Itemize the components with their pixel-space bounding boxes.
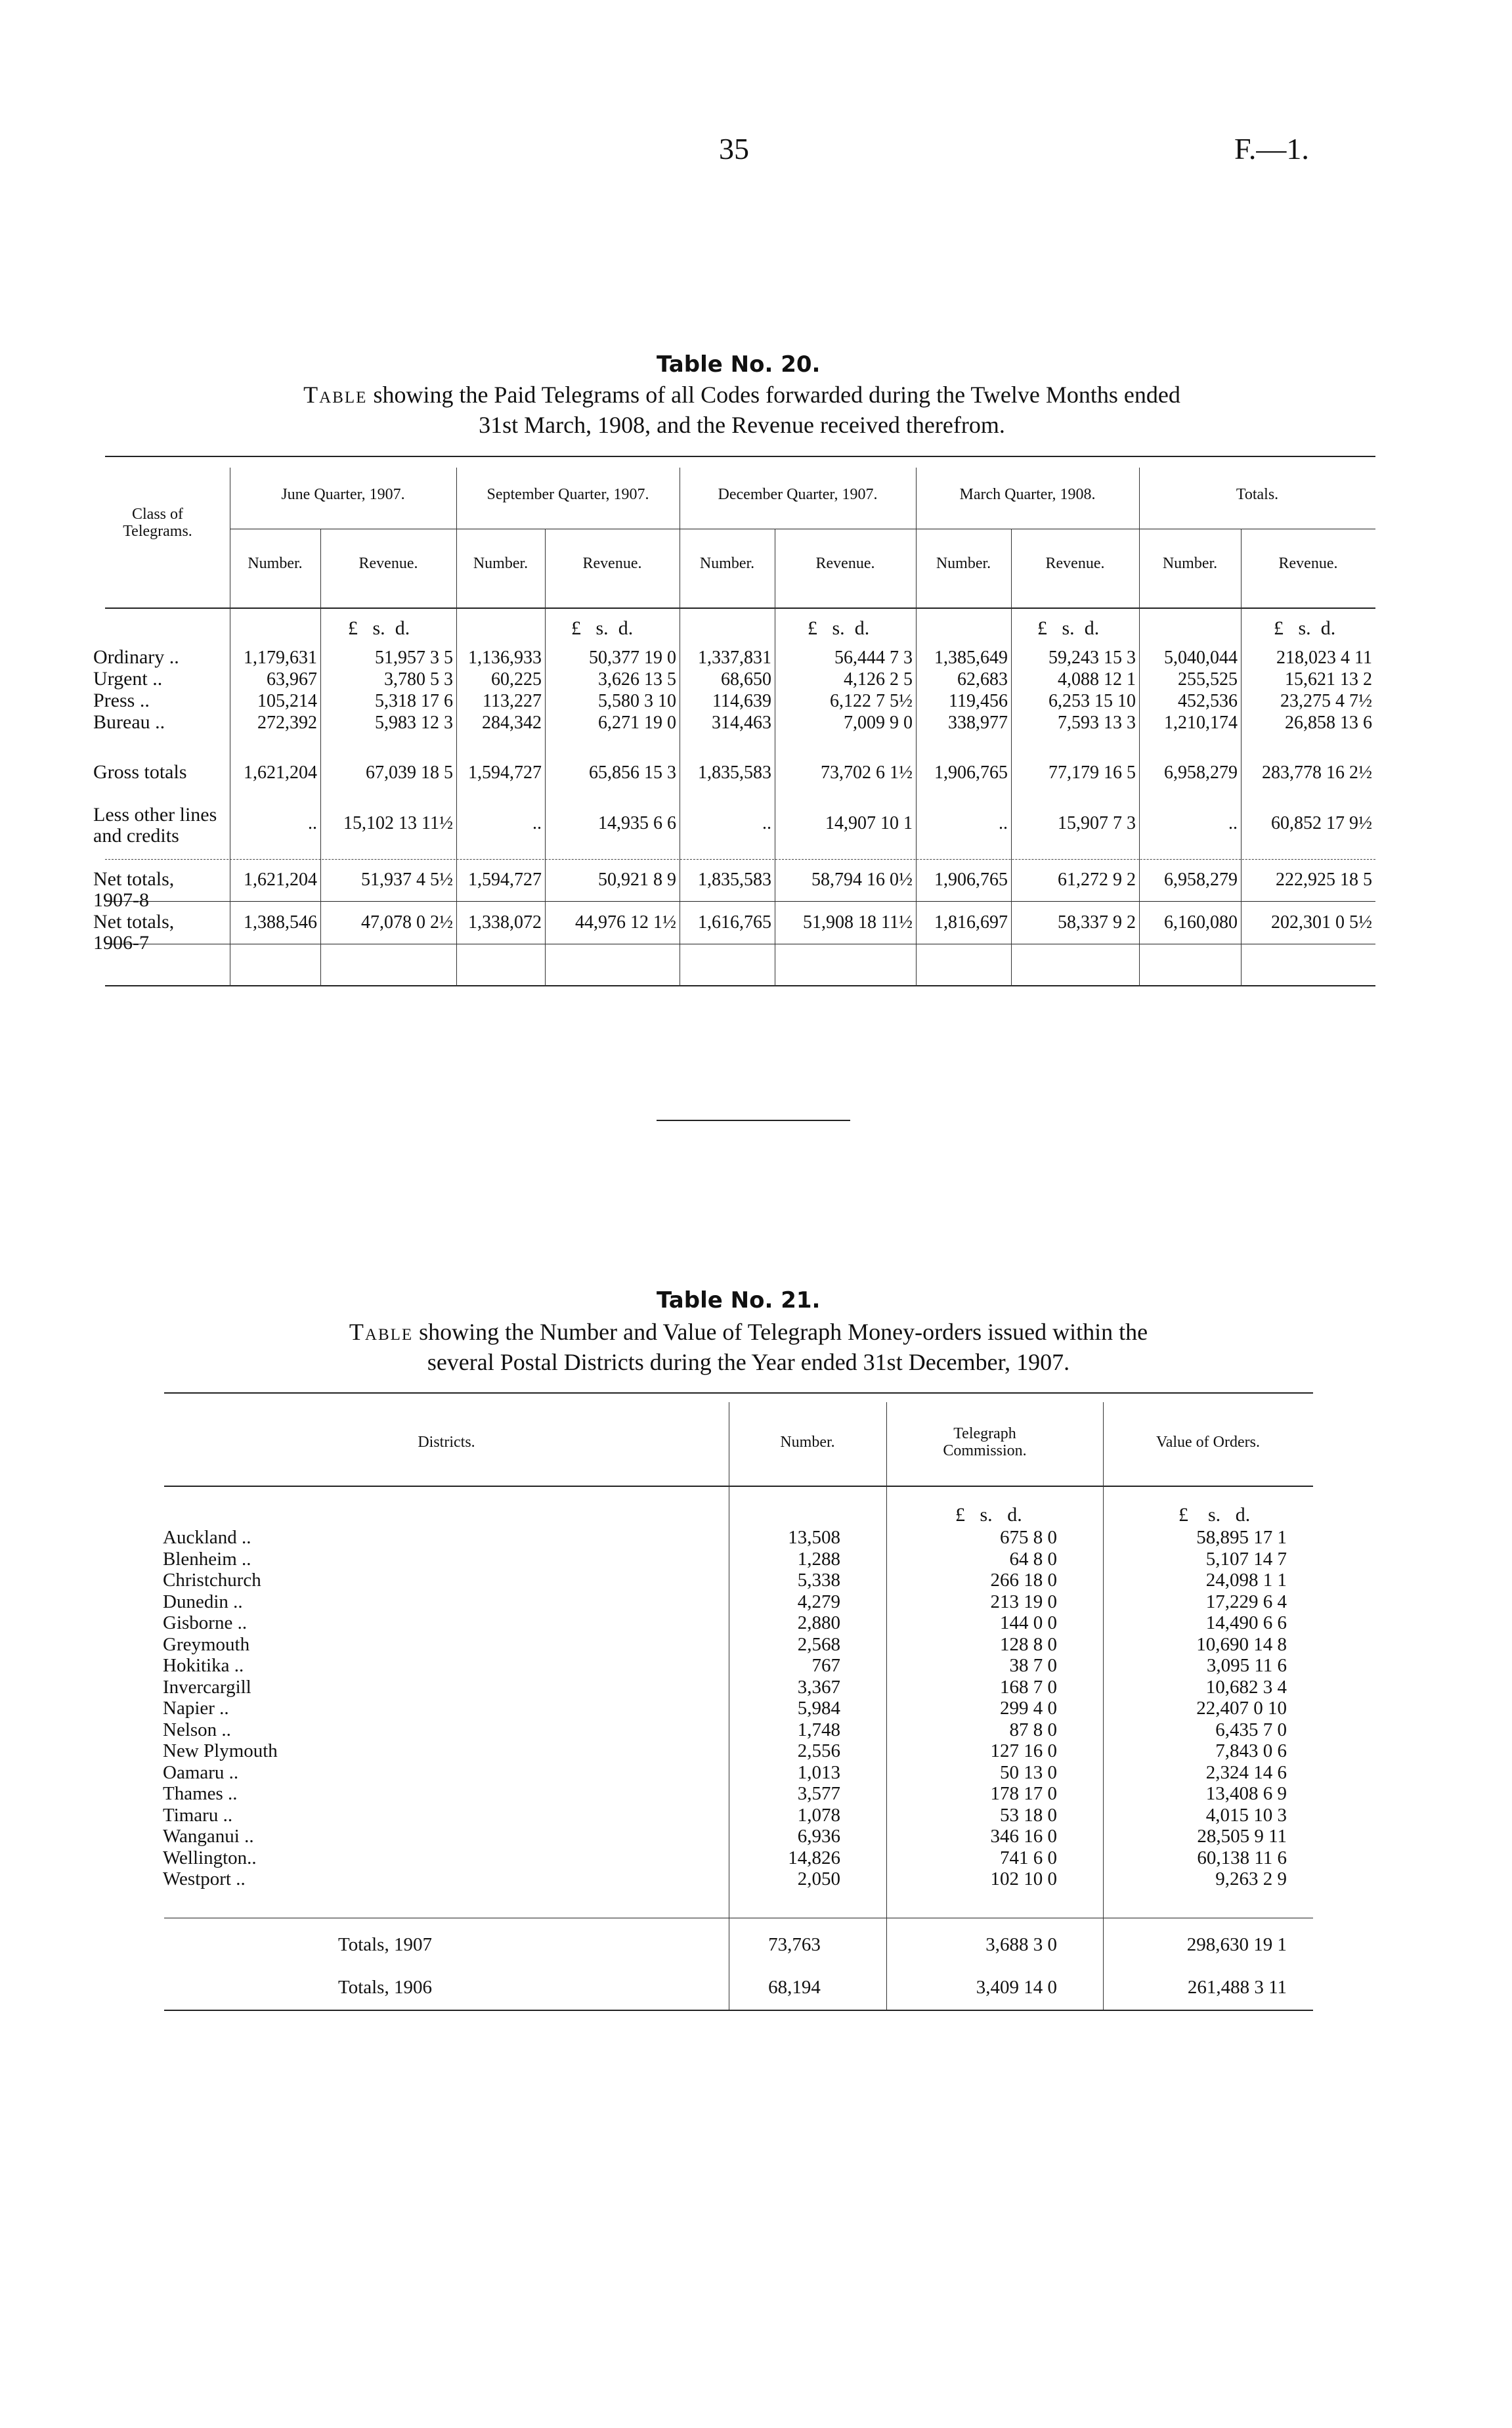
- value-cell: 298,630 19 1: [1186, 1934, 1287, 1955]
- table-cell: 272,392: [257, 713, 317, 733]
- table-cell: 51,957 3 5: [375, 648, 453, 668]
- table-cell: 105,214: [257, 691, 317, 711]
- column-header-number: Number.: [936, 555, 991, 572]
- table-cell: 1,621,204: [244, 870, 317, 890]
- lsd-marker: £ s. d.: [1178, 1504, 1251, 1526]
- table-cell: 15,621 13 2: [1285, 669, 1372, 690]
- table-cell: 3,626 13 5: [598, 669, 676, 690]
- number-cell: 73,763: [768, 1934, 821, 1955]
- table-cell: 1,906,765: [934, 762, 1008, 783]
- row-label: Ordinary ..: [93, 646, 179, 668]
- number-cell: 1,288: [797, 1549, 840, 1570]
- number-cell: 68,194: [768, 1977, 821, 1998]
- table-cell: 44,976 12 1½: [575, 912, 676, 933]
- table-cell: 255,525: [1178, 669, 1238, 690]
- lsd-marker: £ s. d.: [571, 617, 634, 639]
- caption-text-line2: 31st March, 1908, and the Revenue received therefrom.: [479, 412, 1005, 438]
- table-cell: 3,780 5 3: [384, 669, 453, 690]
- table-cell: 222,925 18 5: [1276, 870, 1372, 890]
- column-header-revenue: Revenue.: [582, 555, 642, 572]
- commission-cell: 675 8 0: [1000, 1527, 1057, 1548]
- group-header-march: March Quarter, 1908.: [959, 486, 1096, 503]
- table-cell: 1,385,649: [934, 648, 1008, 668]
- table-cell: 59,243 15 3: [1048, 648, 1136, 668]
- commission-cell: 127 16 0: [990, 1740, 1057, 1761]
- class-of-telegrams-header: Class of Telegrams.: [123, 506, 192, 540]
- table-cell: 338,977: [948, 713, 1008, 733]
- commission-cell: 299 4 0: [1000, 1698, 1057, 1719]
- table-cell: ..: [308, 813, 317, 833]
- number-cell: 5,338: [797, 1570, 840, 1591]
- table-cell: 67,039 18 5: [366, 762, 453, 783]
- district-name: Hokitika ..: [163, 1655, 244, 1676]
- table-cell: 77,179 16 5: [1048, 762, 1136, 783]
- number-cell: 4,279: [797, 1591, 840, 1612]
- value-cell: 5,107 14 7: [1205, 1549, 1287, 1570]
- table-cell: 1,388,546: [244, 912, 317, 933]
- table-cell: 1,210,174: [1164, 713, 1238, 733]
- table-cell: 218,023 4 11: [1276, 648, 1372, 668]
- lsd-marker: £ s. d.: [808, 617, 870, 639]
- row-label: Gross totals: [93, 761, 187, 783]
- table-cell: 14,907 10 1: [825, 813, 913, 833]
- lsd-marker: £ s. d.: [1037, 617, 1100, 639]
- table-cell: 1,616,765: [698, 912, 771, 933]
- value-cell: 9,263 2 9: [1215, 1868, 1287, 1889]
- table-cell: 51,908 18 11½: [803, 912, 913, 933]
- table-cell: 1,338,072: [468, 912, 542, 933]
- value-cell: 13,408 6 9: [1205, 1783, 1287, 1804]
- value-cell: 24,098 1 1: [1205, 1570, 1287, 1591]
- table-cell: 284,342: [482, 713, 542, 733]
- commission-cell: 346 16 0: [990, 1826, 1057, 1847]
- table-cell: 1,594,727: [468, 870, 542, 890]
- number-cell: 2,568: [797, 1634, 840, 1655]
- table-cell: 68,650: [721, 669, 771, 690]
- value-cell: 2,324 14 6: [1205, 1762, 1287, 1783]
- district-name: Blenheim ..: [163, 1549, 251, 1570]
- lsd-marker: £ s. d.: [348, 617, 410, 639]
- table-cell: 5,580 3 10: [598, 691, 676, 711]
- value-cell: 10,682 3 4: [1205, 1677, 1287, 1698]
- value-cell: 22,407 0 10: [1196, 1698, 1287, 1719]
- value-cell: 10,690 14 8: [1196, 1634, 1287, 1655]
- table-cell: 1,179,631: [244, 648, 317, 668]
- number-cell: 3,577: [797, 1783, 840, 1804]
- table-20-title: Table No. 20.: [657, 351, 821, 378]
- table-cell: 47,078 0 2½: [361, 912, 453, 933]
- row-label: Net totals, 1907-8: [93, 868, 175, 911]
- row-label: Less other lines and credits: [93, 804, 217, 847]
- page-reference: F.—1.: [1234, 132, 1309, 166]
- commission-cell: 741 6 0: [1000, 1847, 1057, 1868]
- table-cell: ..: [999, 813, 1008, 833]
- table-cell: 73,702 6 1½: [821, 762, 913, 783]
- district-name: Oamaru ..: [163, 1762, 239, 1783]
- table-cell: 6,160,080: [1164, 912, 1238, 933]
- column-header-revenue: Revenue.: [815, 555, 875, 572]
- value-cell: 261,488 3 11: [1187, 1977, 1287, 1998]
- table-cell: 1,621,204: [244, 762, 317, 783]
- table-cell: 1,835,583: [698, 870, 771, 890]
- district-name: Auckland ..: [163, 1527, 251, 1548]
- district-name: Invercargill: [163, 1677, 251, 1698]
- table-cell: 14,935 6 6: [598, 813, 676, 833]
- number-cell: 1,013: [797, 1762, 840, 1783]
- table-cell: 5,040,044: [1164, 648, 1238, 668]
- value-cell: 3,095 11 6: [1206, 1655, 1287, 1676]
- commission-cell: 128 8 0: [1000, 1634, 1057, 1655]
- group-header-december: December Quarter, 1907.: [718, 486, 878, 503]
- commission-cell: 64 8 0: [1009, 1549, 1057, 1570]
- table-cell: 6,958,279: [1164, 762, 1238, 783]
- table-cell: 4,126 2 5: [844, 669, 913, 690]
- district-name: New Plymouth: [163, 1740, 278, 1761]
- table-cell: 114,639: [712, 691, 771, 711]
- table-cell: 119,456: [949, 691, 1008, 711]
- table-cell: 61,272 9 2: [1058, 870, 1136, 890]
- row-label: Urgent ..: [93, 668, 163, 690]
- number-cell: 5,984: [797, 1698, 840, 1719]
- commission-cell: 144 0 0: [1000, 1612, 1057, 1633]
- table-cell: 5,318 17 6: [375, 691, 453, 711]
- commission-cell: 102 10 0: [990, 1868, 1057, 1889]
- table-21-title: Table No. 21.: [657, 1287, 821, 1313]
- column-header-number: Number.: [473, 555, 529, 572]
- commission-cell: 87 8 0: [1009, 1719, 1057, 1740]
- number-cell: 14,826: [788, 1847, 840, 1868]
- value-cell: 17,229 6 4: [1205, 1591, 1287, 1612]
- district-name: Westport ..: [163, 1868, 246, 1889]
- caption-text-line2: several Postal Districts during the Year ended 31st December, 1907.: [427, 1349, 1070, 1375]
- value-cell: 60,138 11 6: [1197, 1847, 1287, 1868]
- table-cell: 6,958,279: [1164, 870, 1238, 890]
- table-cell: 6,271 19 0: [598, 713, 676, 733]
- table-cell: 15,907 7 3: [1058, 813, 1136, 833]
- district-name: Thames ..: [163, 1783, 238, 1804]
- lsd-marker: £ s. d.: [1274, 617, 1336, 639]
- table-cell: 50,921 8 9: [598, 870, 676, 890]
- table-cell: 51,937 4 5½: [361, 870, 453, 890]
- table-cell: 58,794 16 0½: [811, 870, 913, 890]
- number-cell: 767: [811, 1655, 840, 1676]
- row-label: Bureau ..: [93, 711, 165, 733]
- table-cell: 56,444 7 3: [834, 648, 913, 668]
- column-header-number: Number.: [1162, 555, 1218, 572]
- commission-cell: 213 19 0: [990, 1591, 1057, 1612]
- table-cell: 23,275 4 7½: [1280, 691, 1372, 711]
- table-cell: 50,377 19 0: [589, 648, 676, 668]
- table-cell: 452,536: [1178, 691, 1238, 711]
- table-cell: 6,122 7 5½: [830, 691, 913, 711]
- row-label: Press ..: [93, 690, 150, 711]
- table-cell: ..: [1228, 813, 1238, 833]
- district-name: Greymouth: [163, 1634, 250, 1655]
- column-header-value: Value of Orders.: [1156, 1434, 1260, 1451]
- table-cell: 5,983 12 3: [375, 713, 453, 733]
- district-name: Christchurch: [163, 1570, 261, 1591]
- table-cell: 6,253 15 10: [1048, 691, 1136, 711]
- table-cell: 4,088 12 1: [1058, 669, 1136, 690]
- table-cell: 63,967: [267, 669, 317, 690]
- commission-cell: 38 7 0: [1009, 1655, 1057, 1676]
- totals-label: Totals, 1907: [338, 1934, 432, 1955]
- value-cell: 7,843 0 6: [1215, 1740, 1287, 1761]
- row-label: Net totals, 1906-7: [93, 911, 175, 954]
- table-cell: 7,593 13 3: [1058, 713, 1136, 733]
- caption-lead: Table: [303, 382, 368, 408]
- column-header-revenue: Revenue.: [1045, 555, 1105, 572]
- table-cell: 314,463: [712, 713, 771, 733]
- number-cell: 2,050: [797, 1868, 840, 1889]
- number-cell: 1,078: [797, 1805, 840, 1826]
- district-name: Dunedin ..: [163, 1591, 243, 1612]
- number-cell: 6,936: [797, 1826, 840, 1847]
- commission-cell: 3,409 14 0: [976, 1977, 1057, 1998]
- table-cell: 62,683: [957, 669, 1008, 690]
- commission-cell: 53 18 0: [1000, 1805, 1057, 1826]
- commission-cell: 178 17 0: [990, 1783, 1057, 1804]
- table-21-caption: [158, 1317, 1339, 1377]
- table-cell: 283,778 16 2½: [1262, 762, 1372, 783]
- page-number: 35: [719, 132, 749, 166]
- table-cell: 60,225: [491, 669, 542, 690]
- table-cell: 26,858 13 6: [1285, 713, 1372, 733]
- totals-label: Totals, 1906: [338, 1977, 432, 1998]
- table-cell: 1,136,933: [468, 648, 542, 668]
- table-cell: 15,102 13 11½: [343, 813, 453, 833]
- column-header-revenue: Revenue.: [1278, 555, 1338, 572]
- column-header-number: Number.: [699, 555, 755, 572]
- table-cell: 1,594,727: [468, 762, 542, 783]
- column-header-number: Number.: [780, 1434, 835, 1451]
- number-cell: 13,508: [788, 1527, 840, 1548]
- table-cell: ..: [532, 813, 542, 833]
- commission-cell: 168 7 0: [1000, 1677, 1057, 1698]
- table-cell: 58,337 9 2: [1058, 912, 1136, 933]
- table-cell: 7,009 9 0: [844, 713, 913, 733]
- number-cell: 3,367: [797, 1677, 840, 1698]
- group-header-totals: Totals.: [1236, 486, 1279, 503]
- caption-text: showing the Number and Value of Telegraph Money-orders issued within the: [419, 1319, 1148, 1345]
- table-cell: 60,852 17 9½: [1271, 813, 1372, 833]
- table-20-caption: [118, 380, 1366, 440]
- district-name: Napier ..: [163, 1698, 229, 1719]
- table-cell: ..: [762, 813, 771, 833]
- table-cell: 1,337,831: [698, 648, 771, 668]
- caption-lead: Table: [349, 1319, 414, 1345]
- district-name: Nelson ..: [163, 1719, 231, 1740]
- commission-cell: 50 13 0: [1000, 1762, 1057, 1783]
- value-cell: 4,015 10 3: [1205, 1805, 1287, 1826]
- column-header-number: Number.: [248, 555, 303, 572]
- column-header-commission: Telegraph Commission.: [943, 1425, 1027, 1459]
- table-cell: 1,816,697: [934, 912, 1008, 933]
- number-cell: 1,748: [797, 1719, 840, 1740]
- district-name: Timaru ..: [163, 1805, 233, 1826]
- lsd-marker: £ s. d.: [955, 1504, 1022, 1526]
- section-divider: [657, 1120, 850, 1121]
- table-cell: 113,227: [483, 691, 542, 711]
- table-cell: 1,835,583: [698, 762, 771, 783]
- value-cell: 58,895 17 1: [1196, 1527, 1287, 1548]
- value-cell: 6,435 7 0: [1215, 1719, 1287, 1740]
- group-header-september: September Quarter, 1907.: [486, 486, 649, 503]
- caption-text: showing the Paid Telegrams of all Codes forwarded during the Twelve Months ended: [373, 382, 1180, 408]
- value-cell: 28,505 9 11: [1197, 1826, 1287, 1847]
- commission-cell: 3,688 3 0: [985, 1934, 1057, 1955]
- district-name: Wellington..: [163, 1847, 257, 1868]
- column-header-districts: Districts.: [418, 1434, 475, 1451]
- district-name: Wanganui ..: [163, 1826, 254, 1847]
- number-cell: 2,880: [797, 1612, 840, 1633]
- table-cell: 65,856 15 3: [589, 762, 676, 783]
- value-cell: 14,490 6 6: [1205, 1612, 1287, 1633]
- table-cell: 1,906,765: [934, 870, 1008, 890]
- group-header-june: June Quarter, 1907.: [281, 486, 405, 503]
- number-cell: 2,556: [797, 1740, 840, 1761]
- table-cell: 202,301 0 5½: [1271, 912, 1372, 933]
- district-name: Gisborne ..: [163, 1612, 248, 1633]
- commission-cell: 266 18 0: [990, 1570, 1057, 1591]
- column-header-revenue: Revenue.: [358, 555, 418, 572]
